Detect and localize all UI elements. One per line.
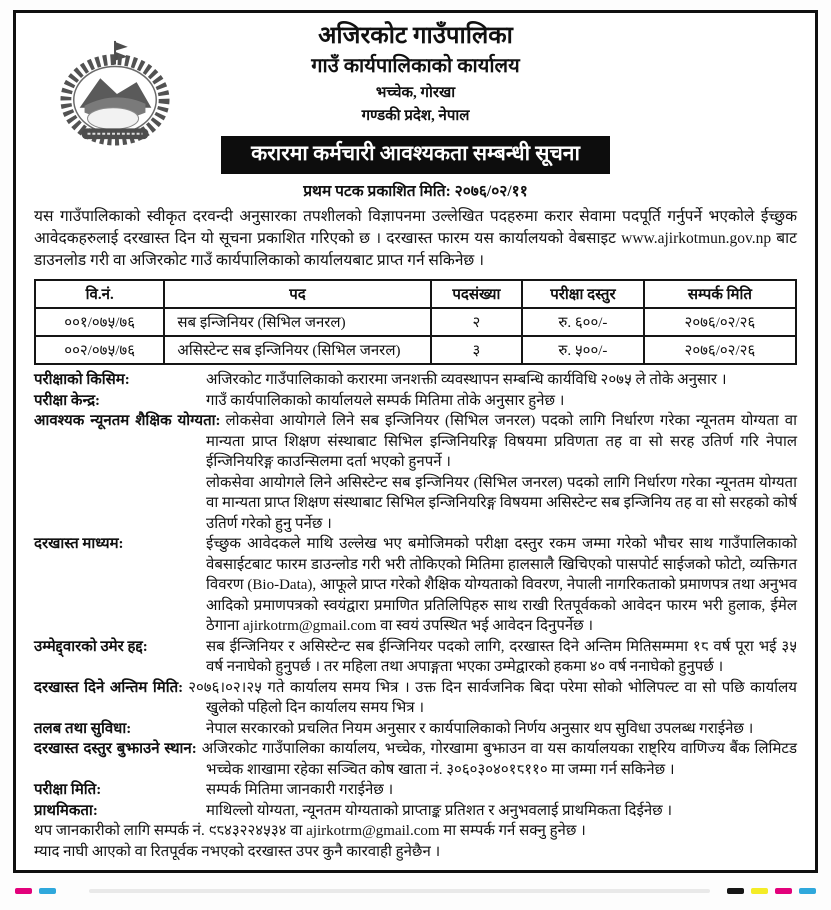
- col-header-contact-date: सम्पर्क मिति: [644, 280, 796, 308]
- notice-title-banner: करारमा कर्मचारी आवश्यकता सम्बन्धी सूचना: [221, 136, 610, 174]
- detail-text: अजिरकोट गाउँपालिका कार्यालय, भच्चेक, गोरखामा बुझाउन वा यस कार्यालयका राष्ट्रिय वाणिज्य बैंक लिमिटड भच्चेक शाखामा रहेका सञ्चित कोष खाता नं. ३०६०३०४०१८११० मा जम्मा गर्न सकिनेछ ।: [201, 741, 797, 778]
- cell-advert-no: ००२/०७५/७६: [35, 336, 164, 364]
- emblem-graphic: [56, 37, 174, 147]
- municipality-name: अजिरकोट गाउँपालिका: [318, 23, 513, 49]
- print-color-registration-strip: [13, 888, 818, 894]
- detail-qualification: [34, 411, 797, 534]
- detail-text-continued: लोकसेवा आयोगले लिने असिस्टेन्ट सब इन्जिनियर (सिभिल जनरल) पदको लागि निर्धारण गरेका न्यूनतम योग्यता वा मान्यता प्राप्त शिक्षण संस्थाबाट सिभिल इन्जिनियरिङ्ग विषयमा असिस्टेन्ट सब इन्जिनिय तह वा सो सरहको कोर्ष उतिर्ण गरेको हुनु पर्नेछ ।: [206, 474, 797, 532]
- detail-text: सब ईन्जिनियर र असिस्टेन्ट सब ईन्जिनियर पदको लागि, दरखास्त दिने अन्तिम मितिसम्ममा १८ वर्ष पूरा भई ३५ वर्ष ननाघेको हुनुपर्छ । तर महिला तथा अपाङ्गता भएका उम्मेद्वारको हकमा ४० वर्ष ननाघेको हुनुपर्छ ।: [206, 638, 797, 675]
- detail-label: परीक्षा मिति:: [34, 782, 102, 798]
- letterhead: [34, 21, 797, 127]
- detail-fee-payment-place: [34, 739, 797, 780]
- contact-info-line: थप जानकारीको लागि सम्पर्क नं. ९८४३२२४५३४ वा ajirkotrm@gmail.com मा सम्पर्क गर्न सक्नु हुनेछ ।: [34, 823, 586, 839]
- vacancy-table: [34, 279, 797, 365]
- detail-label: आवश्यक न्यूनतम शैक्षिक योग्यता:: [34, 413, 221, 429]
- magenta-bar: [775, 888, 792, 894]
- detail-label: परीक्षा केन्द्र:: [34, 392, 101, 409]
- cell-post: असिस्टेन्ट सब इन्जिनियर (सिभिल जनरल): [164, 336, 430, 364]
- detail-label: दरखास्त दस्तुर बुझाउने स्थान:: [34, 741, 197, 757]
- detail-deadline: [34, 678, 797, 719]
- cell-positions: ३: [431, 336, 522, 364]
- detail-label: दरखास्त दिने अन्तिम मिति:: [34, 679, 184, 696]
- office-address: भच्चेक, गोरखा: [375, 85, 456, 101]
- cell-exam-fee: रु. ६००/-: [522, 308, 644, 336]
- table-row: [35, 336, 796, 364]
- detail-label: प्राथमिकता:: [34, 802, 98, 819]
- detail-text: गाउँ कार्यपालिकाको कार्यालयले सम्पर्क मितिमा तोके अनुसार हुनेछ ।: [206, 392, 565, 409]
- detail-label: उम्मेद्द्वारको उमेर हद्द:: [34, 638, 148, 655]
- cyan-bar: [39, 888, 56, 894]
- col-header-positions: पदसंख्या: [431, 280, 522, 308]
- col-header-post: पद: [164, 280, 430, 308]
- cell-advert-no: ००१/०७५/७६: [35, 308, 164, 336]
- col-header-exam-fee: परीक्षा दस्तुर: [522, 280, 644, 308]
- disclaimer-line: म्याद नाघी आएको वा रितपूर्वक नभएको दरखास्त उपर कुनै कारवाही हुनेछैन ।: [34, 843, 441, 860]
- magenta-bar: [15, 888, 32, 894]
- detail-label: तलब तथा सुविधा:: [34, 720, 132, 737]
- cell-contact-date: २०७६/०२/२६: [644, 336, 796, 364]
- yellow-bar: [751, 888, 768, 894]
- detail-text: अजिरकोट गाउँपालिकाको करारमा जनशक्ती व्यवस्थापन सम्बन्धि कार्यविधि २०७५ ले तोके अनुसार ।: [206, 372, 727, 388]
- province-line: गण्डकी प्रदेश, नेपाल: [361, 108, 470, 124]
- detail-text: सम्पर्क मितिमा जानकारी गराईनेछ ।: [206, 782, 394, 798]
- black-bar: [727, 888, 744, 894]
- detail-label: परीक्षाको किसिम:: [34, 372, 130, 388]
- gray-divider-line: [89, 889, 710, 893]
- detail-text: नेपाल सरकारको प्रचलित नियम अनुसार र कार्यपालिकाको निर्णय अनुसार थप सुविधा उपलब्ध गराईनेछ ।: [206, 720, 754, 737]
- detail-priority: [34, 801, 797, 822]
- table-header-row: [35, 280, 796, 308]
- cell-exam-fee: रु. ५००/-: [522, 336, 644, 364]
- detail-text: ईच्छुक आवेदकले माथि उल्लेख भए बमोजिमको परीक्षा दस्तुर रकम जम्मा गरेको भौचर साथ गाउँपालिकाको वेबसाईटबाट फारम डाउन्लोड गरी भरी तोकिएको मितिमा हालसालै खिचिएको पासपोर्ट साईजको फोटो, व्यक्तिगत विवरण (Bio-Data), आफूले प्राप्त गरेको शैक्षिक योग्यताको विवरण, नेपाली नागरिकताको प्रमाणपत्र तथा अनुभव आदिको प्रमाणपत्रको स्वयंद्वारा प्रमाणित प्रतिलिपिहरु साथ राखी रितपूर्वकको आवेदन फारम भरी हुलाक, ईमेल ठेगाना ajirkotrm@gmail.com वा स्वयं उपस्थित भई आवेदन दिनुपर्नेछ ।: [206, 536, 797, 634]
- detail-salary: [34, 719, 797, 740]
- table-row: [35, 308, 796, 336]
- detail-label: दरखास्त माध्यम:: [34, 536, 124, 552]
- cell-contact-date: २०७६/०२/२६: [644, 308, 796, 336]
- intro-paragraph: यस गाउँपालिकाको स्वीकृत दरवन्दी अनुसारका तपशीलको विज्ञापनमा उल्लेखित पदहरुमा करार सेवामा पदपूर्ति गर्नुपर्ने भएकोले ईच्छुक आवेदकहरुलाई दरखास्त दिन यो सूचना प्रकाशित गरिएको छ । दरखास्त फारम यस कार्यालयको वेबसाइट www.ajirkotmun.gov.np बाट डाउनलोड गरी वा अजिरकोट गाउँ कार्यपालिकाको कार्यालयबाट प्राप्त गर्न सकिनेछ ।: [34, 208, 797, 269]
- cell-post: सब इन्जिनियर (सिभिल जनरल): [164, 308, 430, 336]
- detail-exam-date: [34, 780, 797, 801]
- detail-age-limit: [34, 637, 797, 678]
- publication-date: प्रथम पटक प्रकाशित मिति: २०७६/०२/११: [303, 183, 528, 200]
- detail-text: लोकसेवा आयोगले लिने सब इन्जिनियर (सिभिल जनरल) पदको लागि निर्धारण गरेका न्यूनतम योग्यता वा मान्यता प्राप्त शिक्षण संस्थाबाट सिभिल इन्जिनियरिङ्ग विषयमा प्रविणता तह वा सो सरह उतिर्ण गरि नेपाल ईन्जिनियरिङ्ग काउन्सिलमा दर्ता भएको हुनपर्ने ।: [206, 413, 797, 470]
- detail-application-medium: [34, 534, 797, 637]
- cyan-bar: [799, 888, 816, 894]
- col-header-advert-no: वि.नं.: [35, 280, 164, 308]
- cell-positions: २: [431, 308, 522, 336]
- detail-exam-center: [34, 391, 797, 412]
- office-name: गाउँ कार्यपालिकाको कार्यालय: [311, 55, 520, 77]
- detail-text: २०७६।०२।२५ गते कार्यालय समय भित्र । उक्त दिन सार्वजनिक बिदा परेमा सोको भोलिपल्ट वा सो पछि कार्यालय खुलेको पहिलो दिन कार्यालय समय भित्र ।: [188, 679, 798, 716]
- notice-border-box: [13, 10, 818, 873]
- detail-text: माथिल्लो योग्यता, न्यूनतम योग्यताको प्राप्ताङ्क प्रतिशत र अनुभवलाई प्राथमिकता दिईनेछ ।: [206, 802, 673, 819]
- notice-details: [34, 370, 797, 862]
- nepal-emblem-logo: [56, 37, 174, 147]
- detail-exam-type: [34, 370, 797, 391]
